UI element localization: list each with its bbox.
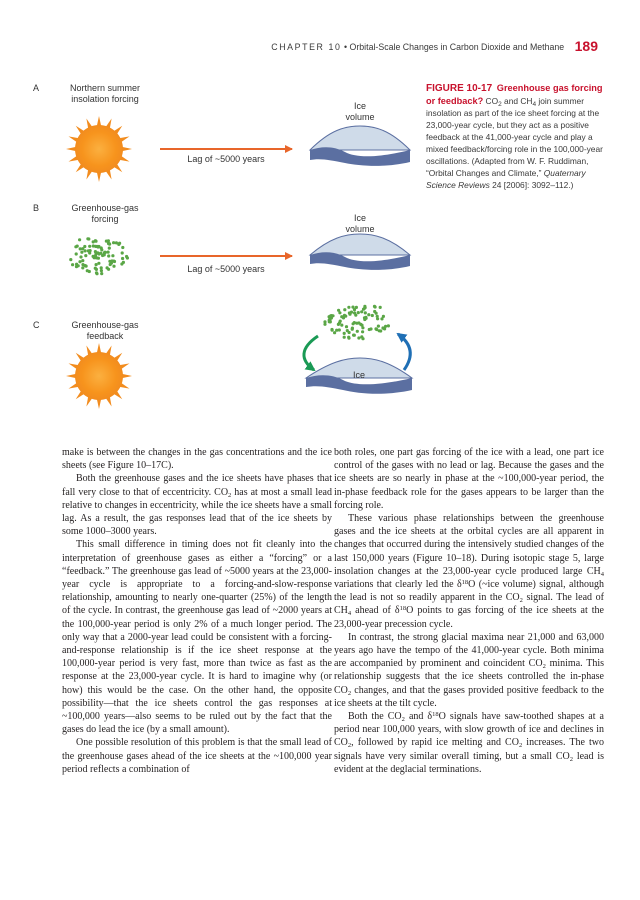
ice-volume-shape-a <box>310 126 410 166</box>
gas-dot <box>121 246 124 249</box>
text-segment: One possible resolution of this problem is that the small lead of the greenhouse gases ahead of the ice sheets at the ~100,000 year period reflects a combination of <box>62 737 332 775</box>
gas-dot <box>348 311 351 314</box>
gas-dot <box>380 317 383 320</box>
gas-dot <box>352 322 355 325</box>
panel-b-label-line1: Greenhouse-gas <box>71 203 139 213</box>
gas-dot <box>360 335 363 338</box>
gas-dot <box>338 328 341 331</box>
body-paragraph <box>62 472 332 538</box>
gas-dot <box>339 320 342 323</box>
gas-dot <box>108 247 111 250</box>
gas-cloud-icon-b <box>69 237 129 275</box>
ice-volume-shape-b <box>310 234 410 270</box>
gas-dot <box>374 327 377 330</box>
text-segment: These various phase relationships between the greenhouse gases and the ice sheets at the orbital cycles are all apparent in changes that occurred during the intensively studied changes of the last 150,000 years (Figure 10–18). During isotopic stage 5, large insolation changes at the 23,000-year cycle produced large CH <box>334 513 604 577</box>
body-paragraph <box>62 538 332 736</box>
gas-dot <box>92 255 95 258</box>
gas-dot <box>351 328 354 331</box>
gas-dot <box>361 330 364 333</box>
text-segment: minima. This relationship suggests that the ice sheets controlled the in-phase CO <box>334 658 604 696</box>
gas-dot <box>97 262 100 265</box>
gas-dot <box>112 241 115 244</box>
ice-label-a-line2: volume <box>345 112 375 122</box>
script-segment: 2 <box>542 663 546 671</box>
gas-dot <box>79 255 82 258</box>
script-segment: 2 <box>347 689 352 697</box>
text-segment: In contrast, the strong glacial maxima near 21,000 and 63,000 years ago have the tempo of the 41,000-year cycle. Both minima are accompanied by prominent and coincident CO <box>334 631 604 670</box>
lag-label-b: Lag of ~5000 years <box>187 264 265 274</box>
gas-dot <box>371 314 374 317</box>
gas-dot <box>125 255 128 258</box>
lag-label-a: Lag of ~5000 years <box>187 154 265 164</box>
gas-dot <box>88 251 91 254</box>
text-segment: changes, and that the gases provided positive feedback to the ice sheets at the tilt cycle. <box>334 684 604 709</box>
gas-dot <box>80 251 83 254</box>
gas-dot <box>347 306 350 309</box>
gas-dot <box>337 309 340 312</box>
gas-dot <box>92 244 95 247</box>
gas-dot <box>97 245 100 248</box>
text-segment: O signals have saw-toothed shapes at a period near 100,000 years, with slow growth of ice and declines in CO <box>334 711 604 749</box>
gas-dot <box>71 263 74 266</box>
gas-dot <box>121 257 124 260</box>
text-segment: has at most a small lead relative to changes in eccentricity, while the ice sheets have a small lag. As a result, the gas responses lead that of the ice sheets by some 1000–3000 years. <box>62 486 332 538</box>
gas-dot <box>95 256 98 259</box>
gas-dot <box>75 252 78 255</box>
gas-dot <box>79 247 82 250</box>
figure-caption: FIGURE 10-17 Greenhouse gas forcing or feedback? $CO_2$ and $CH_4$ join summer insolation as part of the ice sheet forcing at the 23,000-year cycle, but they act as a positive feedback at the 41,000-year cycle and play a mixed feedback/forcing role in the 100,000-year oscillations. (Adapted from W. F. Ruddiman, “Orbital Changes and Climate,” Quaternary Science Reviews 24 [2006]: 3092–112.) <box>426 83 603 190</box>
text-segment: O points to gas forcing of the ice sheets at the 23,000-year precession cycle. <box>334 605 604 630</box>
gas-dot <box>348 331 351 334</box>
sun-icon <box>66 116 132 182</box>
gas-dot <box>357 336 360 339</box>
panel-letter-a: A <box>33 83 40 93</box>
panel-a-label <box>40 83 170 105</box>
text-segment: lead is evident at the deglacial terminations. <box>334 750 604 775</box>
gas-dot <box>353 311 356 314</box>
script-segment: 2 <box>569 755 574 763</box>
text-segment: ahead of δ <box>351 605 400 617</box>
body-paragraph <box>62 446 332 472</box>
script-segment: 2 <box>518 742 523 750</box>
gas-dot <box>367 313 370 316</box>
gas-dot <box>84 254 87 257</box>
gas-dot <box>111 254 114 257</box>
gas-dot <box>95 263 98 266</box>
gas-dot <box>374 305 377 308</box>
script-segment: 18 <box>432 711 439 719</box>
text-segment: and δ <box>404 711 433 723</box>
gas-dot <box>76 245 79 248</box>
script-segment: 2 <box>228 491 232 499</box>
panel-letter-c: C <box>33 320 40 330</box>
script-segment: 4 <box>347 610 352 618</box>
gas-dot <box>112 265 115 268</box>
gas-dot <box>369 327 372 330</box>
gas-dot <box>347 336 350 339</box>
script-segment: 2 <box>519 597 523 605</box>
gas-dot <box>86 269 89 272</box>
gas-dot <box>69 258 72 261</box>
gas-dot <box>107 254 110 257</box>
gas-dot <box>379 329 382 332</box>
text-segment: , followed by rapid ice melting and CO <box>351 737 519 749</box>
gas-dot <box>120 262 123 265</box>
body-paragraph <box>334 446 604 512</box>
gas-dot <box>343 308 346 311</box>
body-paragraph <box>334 710 604 776</box>
figure-number: FIGURE 10-17 <box>426 83 493 94</box>
body-paragraph <box>334 512 604 631</box>
gas-dot <box>343 314 346 317</box>
gas-dot <box>98 252 101 255</box>
gas-dot <box>373 310 376 313</box>
gas-dot <box>355 306 358 309</box>
gas-dot <box>340 324 343 327</box>
caption-text-2: and CH <box>501 96 533 106</box>
gas-dot <box>117 243 120 246</box>
gas-dot <box>376 315 379 318</box>
gas-dot <box>95 272 98 275</box>
panel-c-label <box>40 320 170 342</box>
figure-title: Greenhouse gas forcing or feedback? <box>426 83 603 106</box>
gas-dot <box>75 263 78 266</box>
gas-dot <box>328 320 331 323</box>
gas-dot <box>110 259 113 262</box>
ice-volume-label-a <box>340 101 380 123</box>
gas-dot <box>381 326 384 329</box>
gas-dot <box>88 245 91 248</box>
header-separator: • <box>343 42 348 52</box>
text-segment: make is between the changes in the gas concentrations and the ice sheets (see Figure 10–17C). <box>62 447 332 472</box>
gas-cloud-icon-c <box>323 305 390 341</box>
caption-text-4: 24 [2006]: 3092–112.) <box>489 180 574 190</box>
gas-dot <box>105 240 108 243</box>
ice-label-b-line2: volume <box>345 224 375 234</box>
gas-dot <box>78 238 81 241</box>
panel-b-label-line2: forcing <box>91 214 119 224</box>
script-segment: 18 <box>461 579 469 587</box>
chapter-title: Orbital-Scale Changes in Carbon Dioxide and Methane <box>349 42 565 52</box>
script-segment: 2 <box>347 742 352 750</box>
panel-letter-b: B <box>33 203 40 213</box>
feedback-arrow-blue <box>398 334 410 370</box>
body-paragraph <box>62 736 332 776</box>
gas-dot <box>94 239 97 242</box>
gas-dot <box>103 251 106 254</box>
gas-dot <box>356 330 359 333</box>
gas-dot <box>100 269 103 272</box>
panel-a-label-line2: insolation forcing <box>71 94 139 104</box>
gas-dot <box>365 317 368 320</box>
gas-dot <box>84 249 87 252</box>
gas-dot <box>363 307 366 310</box>
gas-dot <box>360 324 363 327</box>
gas-dot <box>343 332 346 335</box>
ice-label-b-line1: Ice <box>353 213 366 223</box>
gas-dot <box>345 325 348 328</box>
gas-dot <box>337 323 340 326</box>
ice-label-a-line1: Ice <box>353 101 366 111</box>
gas-dot <box>103 253 106 256</box>
gas-dot <box>387 324 390 327</box>
gas-dot <box>107 251 110 254</box>
gas-dot <box>121 251 124 254</box>
gas-dot <box>333 331 336 334</box>
gas-dot <box>330 328 333 331</box>
text-segment: signal. The lead of CH <box>334 592 604 617</box>
gas-dot <box>81 266 84 269</box>
body-column-right <box>334 446 604 776</box>
chapter-label: CHAPTER 10 <box>271 42 342 52</box>
text-segment: O (~ice volume) signal, although the lead is not so readily apparent in the CO <box>334 579 605 604</box>
ice-label-c: Ice <box>352 370 365 380</box>
panel-c-label-line2: feedback <box>86 331 124 341</box>
gas-dot <box>364 311 367 314</box>
gas-dot <box>106 266 109 269</box>
gas-dot <box>100 246 103 249</box>
panel-a-label-line1: Northern summer <box>69 83 141 93</box>
gas-dot <box>360 310 363 313</box>
gas-dot <box>377 325 380 328</box>
panel-c-label-line1: Greenhouse-gas <box>71 320 139 330</box>
script-segment: 18 <box>399 605 407 613</box>
text-segment: Both the CO <box>348 711 402 723</box>
gas-dot <box>100 272 103 275</box>
caption-journal: Quaternary Science Reviews <box>426 168 586 190</box>
text-segment: This small difference in timing does not fit cleanly into the interpretation of greenhouse gases as either a “forcing” or a “feedback.” The greenhouse gas lead of ~5000 years at the 23,000-year cycle is appropriate to a forcing-and-slow-response relationship, amounting to nearly one-quarter (25%) of the length of the cycle. In contrast, the greenhouse gas lead of ~2000 years at the 100,000-year period is only 2% of a much longer period. The only way that a 2000-year lead could be consistent with a forcing-and-response relationship is if the ice sheet response at the 100,000-year period is very fast, more than twice as fast as the response at the 23,000-year cycle. It is hard to imagine why (or how) this would be the case. On the other hand, the opposite possibility—that the ice sheets control the gas responses at ~100,000 years—also seems to be ruled out by the fact that the gases do lead the ice (by a small amount). <box>62 539 332 736</box>
gas-dot <box>81 259 84 262</box>
body-column-left <box>62 446 332 776</box>
body-paragraph <box>334 631 604 710</box>
gas-dot <box>81 263 84 266</box>
gas-dot <box>343 336 346 339</box>
feedback-arrow-green <box>304 336 318 370</box>
gas-dot <box>87 237 90 240</box>
gas-dot <box>353 334 356 337</box>
script-segment: 2 <box>401 716 405 724</box>
caption-text-3: join summer insolation as part of the ice sheet forcing at the 23,000-year cycle, but they act as a positive feedback at the 41,000-year cycle and play a mixed feedback/forcing role in the 100,000-year oscillations. (Adapted from W. F. Ruddiman, “Orbital Changes and Climate,” <box>426 96 603 178</box>
gas-dot <box>78 260 81 263</box>
ice-volume-label-b <box>340 213 380 235</box>
gas-dot <box>357 311 360 314</box>
gas-dot <box>108 243 111 246</box>
sun-icon <box>66 343 132 409</box>
panel-b-label <box>40 203 170 225</box>
text-segment: both roles, one part gas forcing of the ice with a lead, one part ice control of the gases with no lead or lag. Because the gases and the ice sheets are so nearly in phase at the ~100,000-year period, the in-phase feedback role for the gases appears to be larger than the forcing role. <box>334 447 604 511</box>
text-segment: Both the greenhouse gases and the ice sheets have phases that fall very close to that of eccentricity. CO <box>62 473 332 498</box>
gas-dot <box>323 323 326 326</box>
gas-dot <box>94 250 97 253</box>
text-segment: increases. The two signals have very similar overall timing, but a small CO <box>334 737 604 762</box>
gas-dot <box>95 268 98 271</box>
script-segment: 4 <box>600 570 604 578</box>
gas-dot <box>379 306 382 309</box>
caption-text-1: CO <box>485 96 499 106</box>
gas-dot <box>330 314 333 317</box>
text-segment: variations that clearly led the δ <box>334 579 462 591</box>
page-number: 189 <box>574 38 598 54</box>
